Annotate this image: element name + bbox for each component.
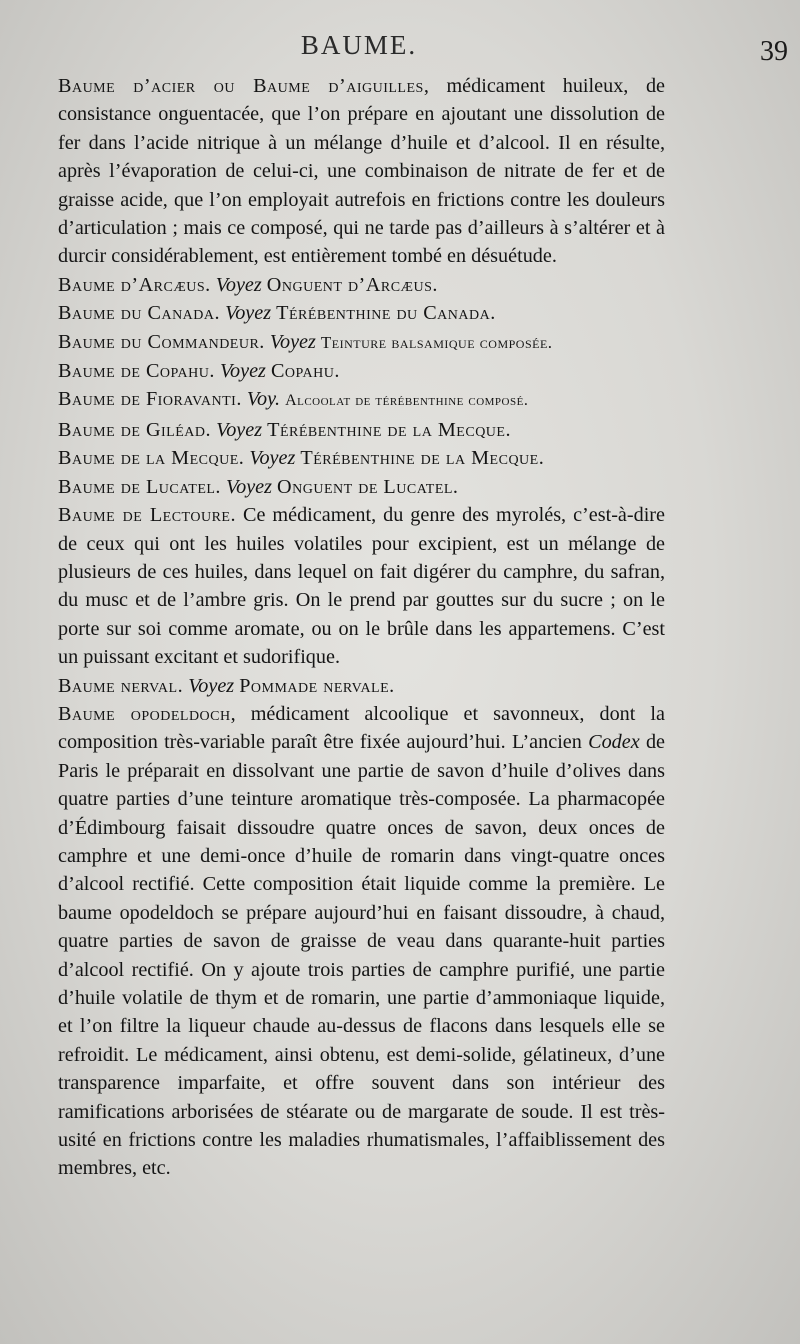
xref-head: Baume du Canada. xyxy=(58,302,221,325)
cross-ref-nerval xyxy=(58,672,665,700)
codex-title: Codex xyxy=(588,731,640,754)
xref-voyez: Voyez xyxy=(219,360,266,383)
cross-ref-gilead xyxy=(58,416,665,444)
cross-ref-mecque xyxy=(58,444,665,472)
entry-baume-lectoure xyxy=(58,501,665,671)
xref-head: Baume de la Mecque. xyxy=(58,447,245,470)
entry-text: de Paris le préparait en dissolvant une partie de savon d’huile d’olives dans quatre parties d’une teinture aromatique très-composée. La pharmacopée d’Édimbourg faisait dissoudre quatre onces de savon, deux onces de camphre et une demi-once d’huile de romarin dans vingt-quatre onces d’alcool rectifié. Cette composition était liquide comme la première. Le baume opodeldoch se prépare aujourd’hui en faisant dissoudre, à chaud, quatre parties de savon de graisse de veau dans quarante-huit parties d’alcool rectifié. On y ajoute trois parties de camphre purifié, une partie d’huile volatile de thym et de romarin, une partie d’ammoniaque liquide, et l’on filtre la liqueur chaude au-dessus de flacons dans lesquels elle se refroidit. Le médicament, ainsi obtenu, est demi-solide, gélatineux, d’une transparence imparfaite, et offre souvent dans son intérieur des ramifications arborisées de stéarate ou de margarate de soude. Il est très-usité en frictions contre les maladies rhumatismales, l’affaiblissement des membres, etc. xyxy=(58,731,665,1180)
xref-voyez: Voyez xyxy=(226,475,272,498)
xref-head: Baume d’Arcæus. xyxy=(58,273,211,296)
entry-head: Baume de Lectoure. xyxy=(58,504,237,527)
xref-voyez: Voyez xyxy=(188,674,235,697)
xref-head: Baume de Lucatel. xyxy=(58,475,221,498)
xref-voyez: Voyez xyxy=(215,273,262,296)
xref-head: Baume de Copahu. xyxy=(58,360,215,383)
cross-ref-canada xyxy=(58,299,665,327)
xref-target: Alcoolat de térébenthine composé. xyxy=(285,392,529,410)
cross-ref-copahu xyxy=(58,357,665,385)
xref-head: Baume du Commandeur. xyxy=(58,330,265,353)
entry-text: , médicament huileux, de consistance onguentacée, que l’on prépare en ajoutant une dissolution de fer dans l’acide nitrique à un mélange d’huile et d’alcool. Il en résulte, après l’évaporation de celui-ci, une combinaison de nitrate de fer et de graisse acide, que l’on employait autrefois en frictions contre les douleurs d’articulation ; mais ce composé, qui ne tarde pas d’ailleurs à s’altérer et à durcir considérablement, est entièrement tombé en désuétude. xyxy=(58,75,665,268)
running-head: BAUME. xyxy=(300,30,418,60)
entry-head: Baume opodeldoch xyxy=(58,702,231,725)
xref-head: Baume de Fioravanti. xyxy=(58,388,242,411)
entry-text: Ce médicament, du genre des myrolés, c’est-à-dire de ceux qui ont les huiles volatiles pour excipient, est un mélange de plusieurs de ces huiles, dans lequel on fait digérer du camphre, du safran, du musc et de l’ambre gris. On le prend par gouttes sur du sucre ; on le porte sur soi comme aromate, ou on le brûle dans les appartemens. C’est un puissant excitant et sudorifique. xyxy=(58,504,665,669)
xref-head: Baume nerval. xyxy=(58,674,184,697)
xref-target: Copahu. xyxy=(270,360,340,383)
cross-ref-commandeur xyxy=(58,328,665,357)
body-text xyxy=(58,72,665,1183)
xref-voyez: Voyez xyxy=(225,302,272,325)
entry-baume-opodeldoch xyxy=(58,700,665,1183)
entry-text: , médicament alcoolique et savonneux, dont la composition très-variable paraît être fixée aujourd’hui. L’ancien xyxy=(58,702,665,754)
xref-target: Térébenthine de la Mecque. xyxy=(267,418,512,441)
entry-head: Baume d’acier ou Baume d’aiguilles xyxy=(58,75,424,97)
xref-target: Onguent d’Arcæus. xyxy=(266,273,438,296)
cross-ref-arcaeus xyxy=(58,271,665,299)
cross-ref-fioravanti xyxy=(58,385,665,415)
page-header xyxy=(58,30,788,70)
xref-target: Térébenthine du Canada. xyxy=(276,302,496,325)
xref-head: Baume de Giléad. xyxy=(58,418,212,441)
xref-target: Teinture balsamique composée. xyxy=(320,332,553,352)
cross-ref-lucatel xyxy=(58,473,665,501)
xref-voyez: Voyez xyxy=(249,447,296,470)
page-number: 39 xyxy=(760,36,788,67)
xref-voyez: Voyez xyxy=(216,418,263,441)
xref-target: Pommade nervale. xyxy=(239,674,395,697)
entry-baume-acier xyxy=(58,72,665,271)
xref-target: Onguent de Lucatel. xyxy=(277,475,459,498)
xref-voyez: Voyez xyxy=(269,330,316,353)
xref-voyez: Voy. xyxy=(246,388,281,411)
xref-target: Térébenthine de la Mecque. xyxy=(300,447,545,470)
